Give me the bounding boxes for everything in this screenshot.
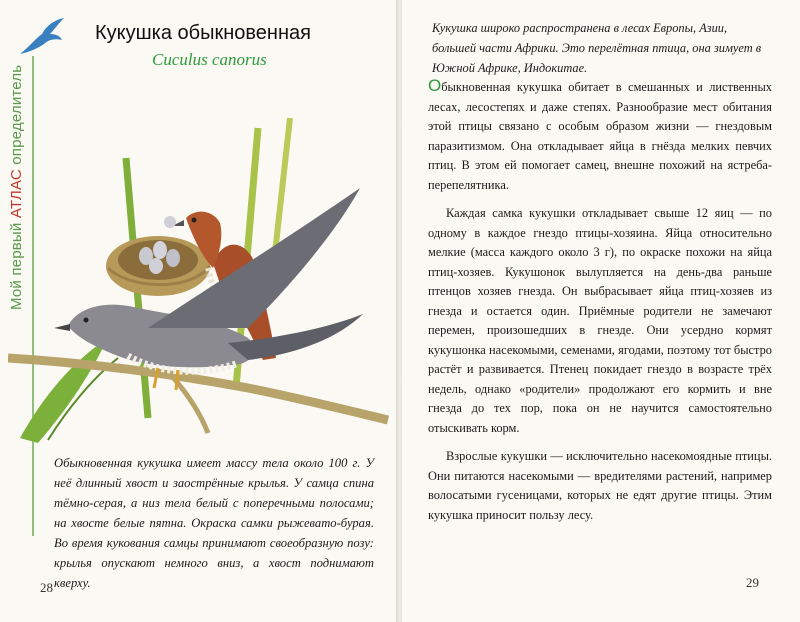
paragraph-3: Взрослые кукушки — исключительно насекомоядные птицы. Они питаются насекомыми — вредителями растений, например волосатыми гусеницами, которых не едят другие птицы. Этим кукушка приносит пользу лесу. bbox=[428, 449, 772, 522]
bird-silhouette-icon bbox=[18, 16, 66, 60]
illustration-caption: Обыкновенная кукушка имеет массу тела около 100 г. У неё длинный хвост и заострённые крылья. У самца спина тёмно-серая, а низ тела белый с поперечными полосами; на хвосте белые пятна. Окраска самки рыжевато-бурая. Во время кукования самцы принимают своеобразную позу: крылья опускают немного вниз, а хвост поднимают кверху. bbox=[54, 456, 374, 590]
latin-name: Cuculus canorus bbox=[152, 50, 267, 69]
page-title: Кукушка обыкновенная bbox=[95, 22, 311, 44]
article-body bbox=[428, 76, 772, 534]
paragraph-2: Каждая самка кукушки откладывает свыше 12 яиц — по одному в каждое гнездо птицы-хозяина. Яйца относительно мелкие (масса каждого около 3 г), по окраске похожи на яйца птиц-хозяев. Кукушонок вылупляется на день-два раньше птенцов хозяев гнезда. Он выбрасывает яйца птиц-хозяев из гнезда и остается один. Приёмные родители не замечают перемен, произошедших в гнезде. Они усердно кормят кукушонка насекомыми, семенами, ягодами, поэтому тот быстро растёт и развивается. Птенец покидает гнездо в возрасте трёх недель, однако «родители» продолжают его кормить и вне гнезда до тех пор, пока он не научится самостоятельно отыскивать корм. bbox=[428, 206, 772, 435]
dropcap-letter: О bbox=[428, 76, 442, 95]
paragraph-1 bbox=[428, 76, 772, 195]
left-page bbox=[0, 0, 398, 622]
paragraph-1-text: быкновенная кукушка обитает в смешанных и лиственных лесах, лесостепях и даже степях. Разнообразие мест обитания этой птицы связано с особым образом жизни — гнездовым паразитизмом. Она откладывает яйца в гнёзда мелких певчих птиц. В этом ей помогает самец, внешне похожий на ястреба-перепелятника. bbox=[428, 80, 772, 192]
cuckoo-pair-nest-illustration bbox=[8, 88, 396, 448]
series-prefix: Мой первый bbox=[8, 218, 25, 310]
page-number-left: 28 bbox=[40, 580, 53, 595]
series-accent: АТЛАС bbox=[8, 169, 25, 219]
intro-paragraph: Кукушка широко распространена в лесах Европы, Азии, большей части Африки. Это перелётная птица, она зимует в Южной Африке, Индокитае. bbox=[432, 21, 762, 75]
series-suffix: определитель bbox=[8, 64, 25, 170]
page-number-right: 29 bbox=[746, 575, 759, 590]
